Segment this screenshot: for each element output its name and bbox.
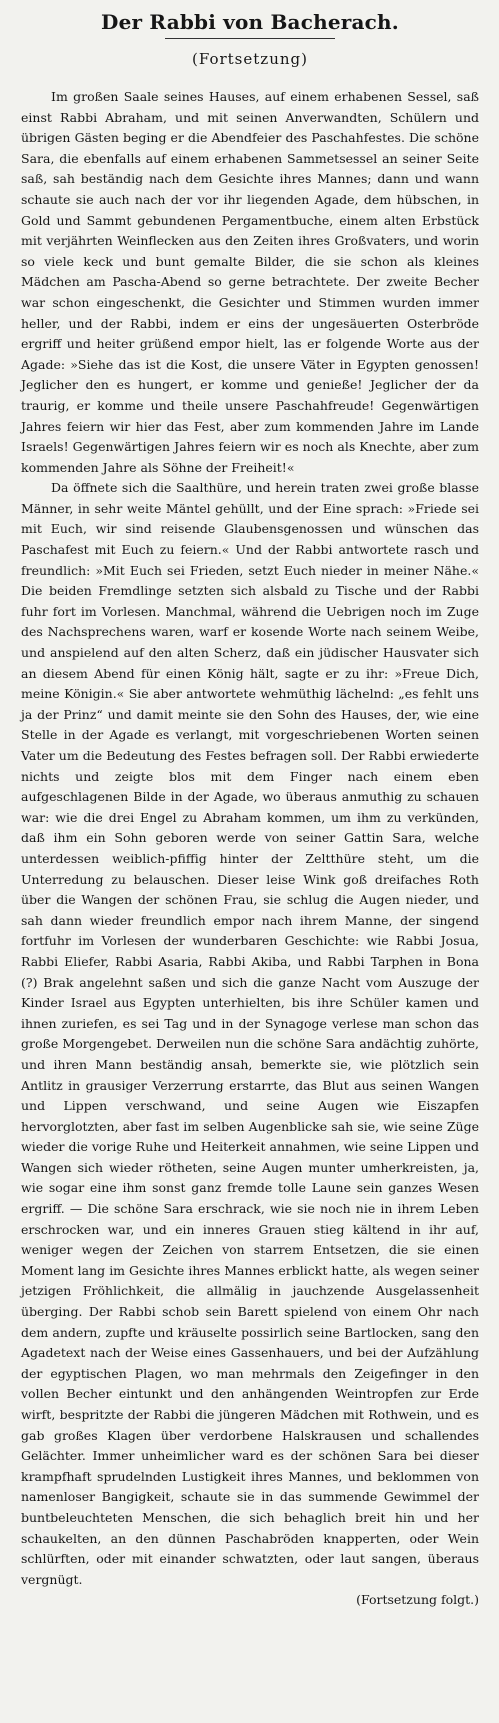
paragraph-1: Im großen Saale seines Hauses, auf einem erhabenen Sessel, saß einst Rabbi Abraham, und mit seinen Anverwandten, Schülern und übrigen Gästen beging er die Abendfeier des Paschahfestes. Die schöne Sara, die ebenfalls auf einem erhabenen Sammetsessel an seiner Seite saß, sah beständig nach dem Gesichte ihres Mannes; dann und wann schaute sie auch nach der vor ihr liegenden Agade, dem hübschen, in Gold und Sammt gebundenen Pergamentbuche, einem alten Erbstück mit verjährten Weinflecken aus den Zeiten ihres Großvaters, und worin so viele keck und bunt gemalte Bilder, die sie schon als kleines Mädchen am Pascha-Abend so gerne betrachtete. Der zweite Becher war schon eingeschenkt, die Gesichter und Stimmen wurden immer heller, und der Rabbi, indem er eins der ungesäuerten Osterbröde ergriff und heiter grüßend empor hielt, las er folgende Worte aus der Agade: »Siehe das ist die Kost, die unsere Väter in Egypten genossen! Jeglicher den es hungert, er komme und genieße! Jeglicher der da traurig, er komme und theile unsere Paschahfreude! Gegenwärtigen Jahres feiern wir hier das Fest, aber zum kommenden Jahre im Lande Israels! Gegenwärtigen Jahres feiern wir es noch als Knechte, aber zum kommenden Jahre als Söhne der Freiheit!« — [21, 89, 479, 475]
title-divider — [165, 38, 335, 39]
article-title: Der Rabbi von Bacherach. — [101, 10, 399, 34]
article-footer — [21, 1590, 479, 1611]
paragraph-2: Da öffnete sich die Saalthüre, und herein traten zwei große blasse Männer, in sehr weite Mäntel gehüllt, und der Eine sprach: »Friede sei mit Euch, wir sind reisende Glaubensgenossen und wünschen das Paschafest mit Euch zu feiern.« Und der Rabbi antwortete rasch und freundlich: »Mit Euch sei Frieden, setzt Euch nieder in meiner Nähe.« Die beiden Fremdlinge setzten sich alsbald zu Tische und der Rabbi fuhr fort im Vorlesen. Manchmal, während die Uebrigen noch im Zuge des Nachsprechens waren, warf er kosende Worte nach seinem Weibe, und anspielend auf den alten Scherz, daß ein jüdischer Hausvater sich an diesem Abend für einen König hält, sagte er zu ihr: »Freue Dich, meine Königin.« Sie aber antwortete wehmüthig lächelnd: „es fehlt uns ja der Prinz“ und damit meinte sie den Sohn des Hauses, der, wie eine Stelle in der Agade es verlangt, mit vorgeschriebenen Worten seinen Vater um die Bedeutung des Festes befragen soll. Der Rabbi erwiederte nichts und zeigte blos mit dem Finger nach einem eben aufgeschlagenen Bilde in der Agade, wo überaus anmuthig zu schauen war: wie die drei Engel zu Abraham kommen, um ihm zu verkünden, daß ihm ein Sohn geboren werde von seiner Gattin Sara, welche unterdessen weiblich-pfiffig hinter der Zeltthüre steht, um die Unterredung zu belauschen. Dieser leise Wink goß dreifaches Roth über die Wangen der schönen Frau, sie schlug die Augen nieder, und sah dann wieder freundlich empor nach ihrem Manne, der singend fortfuhr im Vorlesen der wunderbaren Geschichte: wie Rabbi Josua, Rabbi Eliefer, Rabbi Asaria, Rabbi Akiba, und Rabbi Tarphen in Bona (?) Brak angelehnt saßen und sich die ganze Nacht vom Auszuge der Kinder Israel aus Egypten unterhielten, bis ihre Schüler kamen und ihnen zuriefen, es sei Tag und in der Synagoge verlese man schon das große Morgengebet. Derweilen nun die schöne Sara andächtig zuhörte, und ihren Mann beständig ansah, bemerkte sie, wie plötzlich sein Antlitz in grausiger Verzerrung erstarrte, das Blut aus seinen Wangen und Lippen verschwand, und seine Augen wie Eiszapfen hervorglotzten, aber fast im selben Augenblicke sah sie, wie seine Züge wieder die vorige Ruhe und Heiterkeit annahmen, wie seine Lippen und Wangen sich wieder rötheten, seine Augen munter umherkreisten, ja, wie sogar eine ihm sonst ganz fremde tolle Laune sein ganzes Wesen ergriff. — Die schöne Sara erschrack, wie sie noch nie in ihrem Leben erschrocken war, und ein inneres Grauen stieg kältend in ihr auf, weniger wegen der Zeichen von starrem Entsetzen, die sie einen Moment lang im Gesichte ihres Mannes erblickt hatte, als wegen seiner jetzigen Fröhlichkeit, die allmälig in jauchzende Ausgelassenheit überging. Der Rabbi schob sein Barett spielend von einem Ohr nach dem andern, zupfte und kräuselte possirlich seine Bartlocken, sang den Agadetext nach der Weise eines Gassenhauers, und bei der Aufzählung der egyptischen Plagen, wo man mehrmals den Zeigefinger in den vollen Becher eintunkt und den anhängenden Weintropfen zur Erde wirft, bespritzte der Rabbi die jüngeren Mädchen mit Rothwein, und es gab großes Klagen über verdorbene Halskrausen und schallendes Gelächter. Immer unheimlicher ward es der schönen Sara bei dieser krampfhaft sprudelnden Lustigkeit ihres Mannes, und beklommen von namenloser Bangigkeit, schaute sie in das summende Gewimmel der buntbeleuchteten Menschen, die sich behaglich breit hin und her schaukelten, an den dünnen Paschabröden knapperten, oder Wein schlürften, oder mit einander schwatzten, oder laut sangen, überaus vergnügt. — [21, 480, 479, 1587]
article-subtitle: (Fortsetzung) — [192, 50, 308, 68]
footer-continuation-note: (Fortsetzung folgt.) — [356, 1592, 479, 1608]
